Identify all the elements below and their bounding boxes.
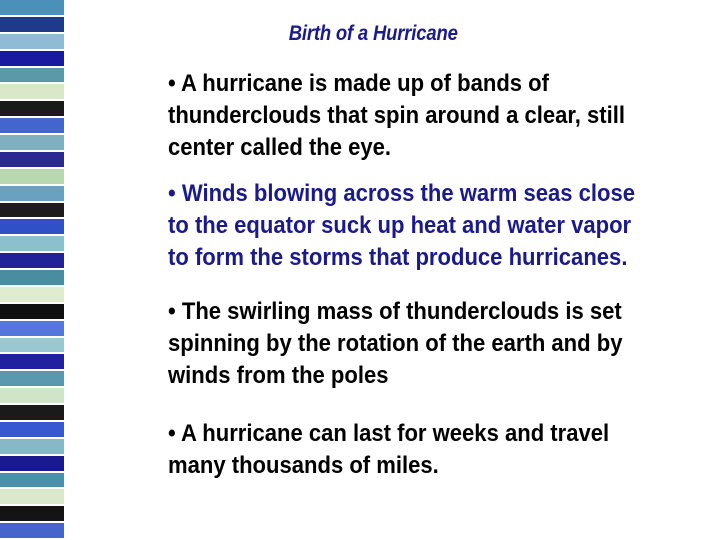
stripe-segment <box>0 236 64 253</box>
stripe-segment <box>0 0 64 17</box>
stripe-segment <box>0 371 64 388</box>
stripe-segment <box>0 287 64 304</box>
stripe-segment <box>0 135 64 152</box>
stripe-segment <box>0 304 64 321</box>
stripe-segment <box>0 118 64 135</box>
decorative-stripe-bar <box>0 0 64 540</box>
bullet-list <box>168 68 638 498</box>
stripe-segment <box>0 203 64 220</box>
stripe-segment <box>0 439 64 456</box>
stripe-segment <box>0 84 64 101</box>
stripe-segment <box>0 270 64 287</box>
stripe-segment <box>0 473 64 490</box>
stripe-segment <box>0 354 64 371</box>
bullet-item-4: • A hurricane can last for weeks and travel many thousands of miles. <box>168 420 610 479</box>
stripe-segment <box>0 51 64 68</box>
bullet-item-1: • A hurricane is made up of bands of thunderclouds that spin around a clear, still center called the eye. <box>168 70 626 161</box>
stripe-segment <box>0 101 64 118</box>
stripe-segment <box>0 489 64 506</box>
stripe-segment <box>0 338 64 355</box>
stripe-segment <box>0 388 64 405</box>
stripe-segment <box>0 456 64 473</box>
stripe-segment <box>0 405 64 422</box>
stripe-segment <box>0 523 64 540</box>
bullet-item-3: • The swirling mass of thunderclouds is set spinning by the rotation of the earth and by winds from the poles <box>168 298 623 389</box>
stripe-segment <box>0 68 64 85</box>
stripe-segment <box>0 152 64 169</box>
stripe-segment <box>0 219 64 236</box>
stripe-segment <box>0 186 64 203</box>
stripe-segment <box>0 253 64 270</box>
stripe-segment <box>0 321 64 338</box>
stripe-segment <box>0 422 64 439</box>
slide-title: Birth of a Hurricane <box>288 22 458 45</box>
bullet-item-2: • Winds blowing across the warm seas close to the equator suck up heat and water vapor to form the storms that produce hurricanes. <box>168 180 636 271</box>
stripe-segment <box>0 506 64 523</box>
stripe-segment <box>0 169 64 186</box>
